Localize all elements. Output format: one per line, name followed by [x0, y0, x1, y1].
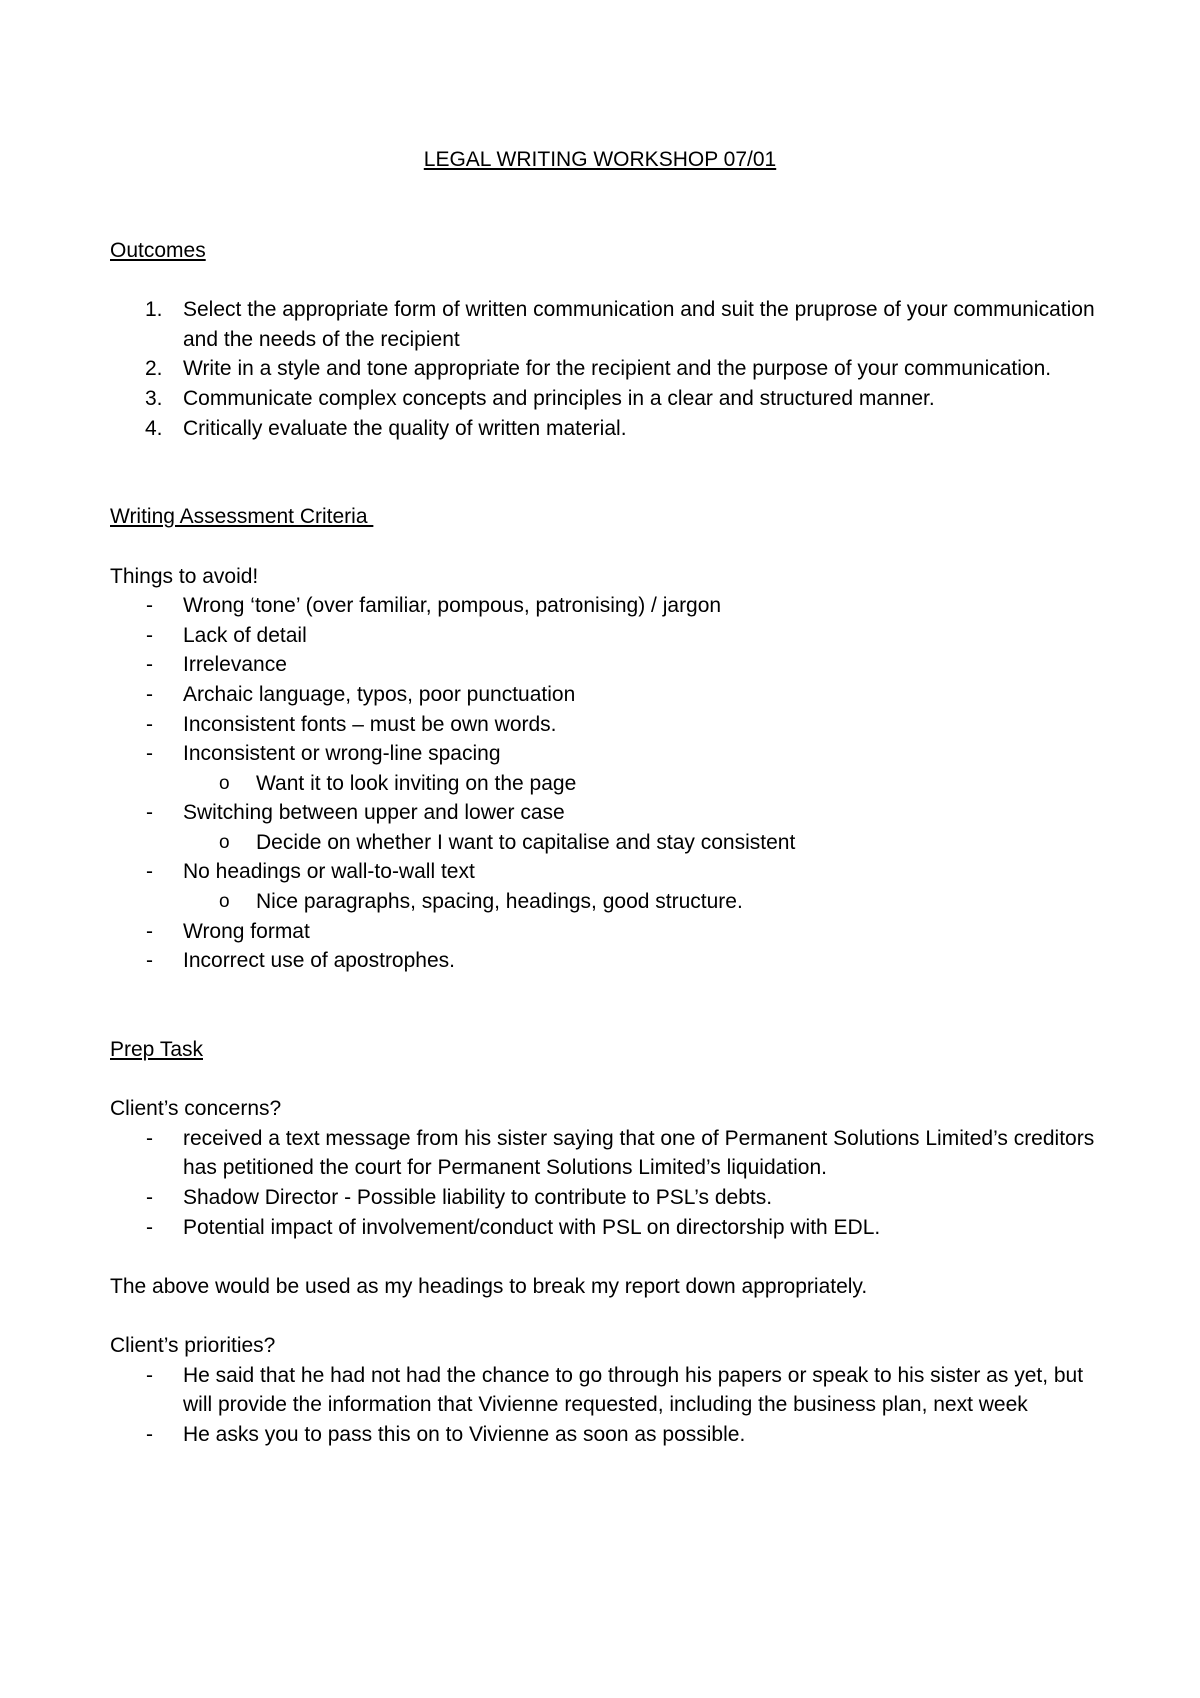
list-item: 3. Communicate complex concepts and principles in a clear and structured manner. — [145, 386, 935, 410]
list-item: - No headings or wall-to-wall text o Nice paragraphs, spacing, headings, good structure. — [110, 857, 1110, 916]
criteria-intro: Things to avoid! — [110, 564, 259, 588]
document-body — [110, 236, 1110, 1449]
sub-list — [183, 887, 1110, 917]
list-item: - Lack of detail — [146, 623, 307, 647]
list-item: - Wrong ‘tone’ (over familiar, pompous, patronising) / jargon — [146, 594, 722, 618]
list-item: - Potential impact of involvement/conduct with PSL on directorship with EDL. — [146, 1215, 881, 1239]
list-item: - Inconsistent or wrong-line spacing o Want it to look inviting on the page — [110, 739, 1110, 798]
list-item: - received a text message from his sister saying that one of Permanent Solutions Limited’s creditors has petitioned the court for Permanent Solutions Limited’s liquidation. — [146, 1126, 1095, 1180]
list-item: - Shadow Director - Possible liability to contribute to PSL’s debts. — [146, 1186, 773, 1209]
sub-list-item: o Nice paragraphs, spacing, headings, good structure. — [219, 890, 743, 914]
sub-list-item: o Want it to look inviting on the page — [219, 771, 577, 795]
list-item: - Wrong format — [146, 919, 310, 943]
list-item: - Inconsistent fonts – must be own words. — [146, 712, 557, 736]
criteria-list — [110, 591, 1110, 976]
concerns-list — [110, 1124, 1110, 1242]
list-item: - He asks you to pass this on to Vivienne as soon as possible. — [146, 1422, 746, 1446]
sub-list-item: o Decide on whether I want to capitalise and stay consistent — [219, 830, 796, 854]
concerns-question: Client’s concerns? — [110, 1097, 282, 1121]
list-item: 2. Write in a style and tone appropriate for the recipient and the purpose of your communication. — [145, 357, 1052, 381]
list-item: - He said that he had not had the chance to go through his papers or speak to his sister as yet, but will provide the information that Vivienne requested, including the business plan, next week — [146, 1363, 1084, 1417]
sub-list — [183, 828, 1110, 858]
priorities-question: Client’s priorities? — [110, 1333, 276, 1357]
list-item: 1. Select the appropriate form of written communication and suit the pruprose of your communication and the needs of the recipient — [145, 298, 1095, 351]
outcomes-list — [110, 295, 1110, 443]
priorities-list — [110, 1361, 1110, 1450]
sub-list — [183, 769, 1110, 799]
list-item: 4. Critically evaluate the quality of written material. — [145, 416, 627, 440]
prep-heading: Prep Task — [110, 1038, 203, 1062]
list-item: - Archaic language, typos, poor punctuation — [146, 682, 576, 706]
headings-note: The above would be used as my headings to break my report down appropriately. — [110, 1274, 868, 1298]
list-item: - Switching between upper and lower case o Decide on whether I want to capitalise and stay consistent — [110, 798, 1110, 857]
list-item: - Irrelevance — [146, 653, 287, 677]
criteria-heading: Writing Assessment Criteria — [110, 505, 374, 529]
document-title: LEGAL WRITING WORKSHOP 07/01 — [423, 148, 777, 171]
outcomes-heading: Outcomes — [110, 239, 206, 262]
list-item: - Incorrect use of apostrophes. — [146, 949, 455, 973]
